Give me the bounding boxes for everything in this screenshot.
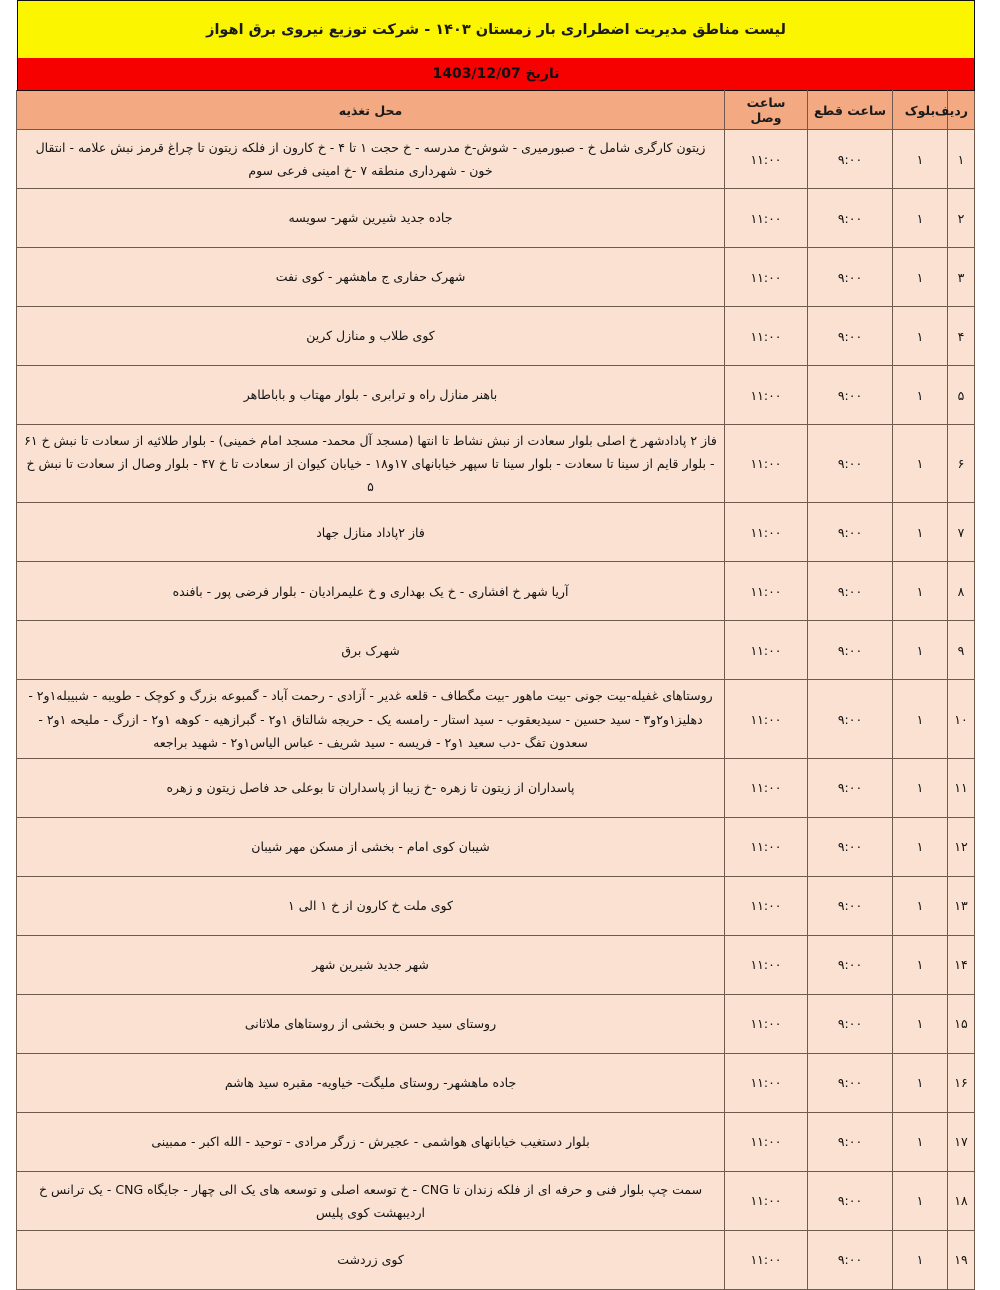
cell-time-on: ۱۱:۰۰ [725, 1171, 808, 1230]
column-header-location: محل تغذیه [17, 91, 725, 130]
cell-time-off: ۹:۰۰ [808, 130, 893, 189]
cell-time-on: ۱۱:۰۰ [725, 1112, 808, 1171]
cell-time-off: ۹:۰۰ [808, 562, 893, 621]
cell-radif: ۱ [948, 130, 975, 189]
column-header-block: بلوک [893, 91, 948, 130]
cell-block: ۱ [893, 680, 948, 758]
cell-time-off: ۹:۰۰ [808, 1112, 893, 1171]
table-row [17, 1053, 975, 1112]
document-banner [17, 0, 975, 90]
cell-radif: ۱۸ [948, 1171, 975, 1230]
cell-block: ۱ [893, 876, 948, 935]
table-row [17, 130, 975, 189]
cell-location: کوی طلاب و منازل کرین [17, 307, 725, 366]
title-bar [18, 1, 974, 58]
cell-block: ۱ [893, 425, 948, 503]
table-body [17, 130, 975, 1290]
table-row [17, 1171, 975, 1230]
cell-radif: ۹ [948, 621, 975, 680]
cell-location: شهرک حفاری ج ماهشهر - کوی نفت [17, 248, 725, 307]
cell-time-on: ۱۱:۰۰ [725, 1230, 808, 1289]
cell-block: ۱ [893, 1053, 948, 1112]
cell-time-off: ۹:۰۰ [808, 758, 893, 817]
cell-radif: ۷ [948, 503, 975, 562]
cell-time-off: ۹:۰۰ [808, 1230, 893, 1289]
cell-time-on: ۱۱:۰۰ [725, 935, 808, 994]
cell-block: ۱ [893, 758, 948, 817]
cell-location: روستای سید حسن و بخشی از روستاهای ملاثانی [17, 994, 725, 1053]
cell-radif: ۳ [948, 248, 975, 307]
cell-radif: ۱۷ [948, 1112, 975, 1171]
cell-block: ۱ [893, 307, 948, 366]
cell-block: ۱ [893, 621, 948, 680]
cell-time-on: ۱۱:۰۰ [725, 876, 808, 935]
cell-time-on: ۱۱:۰۰ [725, 130, 808, 189]
table-row [17, 562, 975, 621]
cell-time-on: ۱۱:۰۰ [725, 817, 808, 876]
table-row [17, 680, 975, 758]
cell-block: ۱ [893, 1230, 948, 1289]
table-row [17, 817, 975, 876]
cell-location: روستاهای غفیله-بیت جونی -بیت ماهور -بیت مگطاف - قلعه غدیر - آزادی - رحمت آباد - گمبوعه بزرگ و کوچک - طویبه - شبیبله۱و۲ - دهلیز۱و۲و۳ - سید حسین - سیدیعقوب - سید استار - رامسه یک - حریجه شالتاق ۱و۲ - گبرازهیه - کوهه ۱و۲ - ازرگ - ملیحه ۱و۲ - سعدون تفگ -دب سعید ۱و۲ - فریسه - سید شریف - عباس الیاس۱و۲ - شهید براجعه [17, 680, 725, 758]
cell-block: ۱ [893, 189, 948, 248]
cell-time-on: ۱۱:۰۰ [725, 248, 808, 307]
table-row [17, 1112, 975, 1171]
cell-location: کوی ملت خ کارون از خ ۱ الی ۱ [17, 876, 725, 935]
cell-time-on: ۱۱:۰۰ [725, 503, 808, 562]
cell-radif: ۱۱ [948, 758, 975, 817]
cell-radif: ۴ [948, 307, 975, 366]
cell-location: شیبان کوی امام - بخشی از مسکن مهر شیبان [17, 817, 725, 876]
cell-time-off: ۹:۰۰ [808, 189, 893, 248]
cell-time-off: ۹:۰۰ [808, 680, 893, 758]
cell-block: ۱ [893, 503, 948, 562]
cell-radif: ۱۹ [948, 1230, 975, 1289]
cell-time-off: ۹:۰۰ [808, 994, 893, 1053]
cell-location: آریا شهر خ افشاری - خ یک بهداری و خ علیمرادیان - بلوار فرضی پور - بافنده [17, 562, 725, 621]
table-row [17, 425, 975, 503]
cell-time-off: ۹:۰۰ [808, 248, 893, 307]
cell-block: ۱ [893, 562, 948, 621]
cell-time-off: ۹:۰۰ [808, 817, 893, 876]
table-row [17, 1230, 975, 1289]
cell-block: ۱ [893, 366, 948, 425]
table-row [17, 248, 975, 307]
cell-block: ۱ [893, 248, 948, 307]
schedule-date: تاریخ 1403/12/07 [432, 66, 560, 82]
cell-location: جاده جدید شیرین شهر- سویسه [17, 189, 725, 248]
column-header-time-off: ساعت قطع [808, 91, 893, 130]
cell-time-on: ۱۱:۰۰ [725, 189, 808, 248]
cell-time-on: ۱۱:۰۰ [725, 680, 808, 758]
outage-table [16, 90, 975, 1290]
cell-location: فاز ۲ پادادشهر خ اصلی بلوار سعادت از نبش نشاط تا انتها (مسجد آل محمد- مسجد امام خمینی) - بلوار طلائیه از سعادت تا نبش خ ۶۱ - بلوار قایم از سینا تا سعادت - بلوار سینا تا سپهر خیابانهای ۱۷و۱۸ - خیابان کیوان از سعادت تا خ ۴۷ - بلوار وصال از سعادت تا نبش خ ۵ [17, 425, 725, 503]
table-row [17, 876, 975, 935]
cell-radif: ۵ [948, 366, 975, 425]
page-title: لیست مناطق مدیریت اضطراری بار زمستان ۱۴۰۳ - شرکت توزیع نیروی برق اهواز [206, 21, 786, 38]
cell-time-on: ۱۱:۰۰ [725, 366, 808, 425]
cell-time-off: ۹:۰۰ [808, 1171, 893, 1230]
cell-location: سمت چپ بلوار فنی و حرفه ای از فلکه زندان تا CNG - خ توسعه اصلی و توسعه های یک الی چهار - جایگاه CNG - یک ترانس خ اردیبهشت کوی پلیس [17, 1171, 725, 1230]
column-header-time-on: ساعت وصل [725, 91, 808, 130]
cell-block: ۱ [893, 994, 948, 1053]
cell-location: جاده ماهشهر- روستای ملیگت- خیاویه- مقبره سید هاشم [17, 1053, 725, 1112]
cell-time-on: ۱۱:۰۰ [725, 425, 808, 503]
table-row [17, 758, 975, 817]
cell-radif: ۱۳ [948, 876, 975, 935]
cell-time-on: ۱۱:۰۰ [725, 621, 808, 680]
cell-time-off: ۹:۰۰ [808, 1053, 893, 1112]
cell-radif: ۱۶ [948, 1053, 975, 1112]
cell-location: باهنر منازل راه و ترابری - بلوار مهتاب و باباطاهر [17, 366, 725, 425]
cell-location: شهرک برق [17, 621, 725, 680]
cell-radif: ۱۰ [948, 680, 975, 758]
cell-radif: ۶ [948, 425, 975, 503]
cell-time-on: ۱۱:۰۰ [725, 758, 808, 817]
cell-radif: ۸ [948, 562, 975, 621]
cell-time-on: ۱۱:۰۰ [725, 994, 808, 1053]
table-row [17, 366, 975, 425]
cell-radif: ۱۴ [948, 935, 975, 994]
table-row [17, 994, 975, 1053]
cell-time-off: ۹:۰۰ [808, 876, 893, 935]
cell-time-off: ۹:۰۰ [808, 503, 893, 562]
cell-location: فاز ۲پاداد منازل جهاد [17, 503, 725, 562]
date-bar [18, 58, 974, 90]
cell-time-off: ۹:۰۰ [808, 425, 893, 503]
cell-location: پاسداران از زیتون تا زهره -خ زیبا از پاسداران تا بوعلی حد فاصل زیتون و زهره [17, 758, 725, 817]
cell-time-on: ۱۱:۰۰ [725, 307, 808, 366]
cell-block: ۱ [893, 817, 948, 876]
cell-block: ۱ [893, 1171, 948, 1230]
cell-time-off: ۹:۰۰ [808, 366, 893, 425]
cell-location: زیتون کارگری شامل خ - صبورمیری - شوش-خ مدرسه - خ حجت ۱ تا ۴ - خ کارون از فلکه زیتون تا چراغ قرمز نبش علامه - انتقال خون - شهرداری منطقه ۷ -خ امینی فرعی سوم [17, 130, 725, 189]
table-row [17, 935, 975, 994]
table-row [17, 307, 975, 366]
cell-time-off: ۹:۰۰ [808, 621, 893, 680]
cell-time-on: ۱۱:۰۰ [725, 1053, 808, 1112]
table-header [17, 91, 975, 130]
table-row [17, 621, 975, 680]
cell-location: کوی زردشت [17, 1230, 725, 1289]
cell-location: شهر جدید شیرین شهر [17, 935, 725, 994]
table-header-row [17, 91, 975, 130]
cell-radif: ۱۲ [948, 817, 975, 876]
cell-block: ۱ [893, 935, 948, 994]
cell-time-off: ۹:۰۰ [808, 935, 893, 994]
table-row [17, 503, 975, 562]
cell-location: بلوار دستغیب خیابانهای هواشمی - عجیرش - زرگر مرادی - توحید - الله اکبر - ممبینی [17, 1112, 725, 1171]
cell-block: ۱ [893, 1112, 948, 1171]
cell-time-off: ۹:۰۰ [808, 307, 893, 366]
table-row [17, 189, 975, 248]
cell-radif: ۱۵ [948, 994, 975, 1053]
cell-block: ۱ [893, 130, 948, 189]
cell-radif: ۲ [948, 189, 975, 248]
cell-time-on: ۱۱:۰۰ [725, 562, 808, 621]
column-header-radif: ردیف [948, 91, 975, 130]
